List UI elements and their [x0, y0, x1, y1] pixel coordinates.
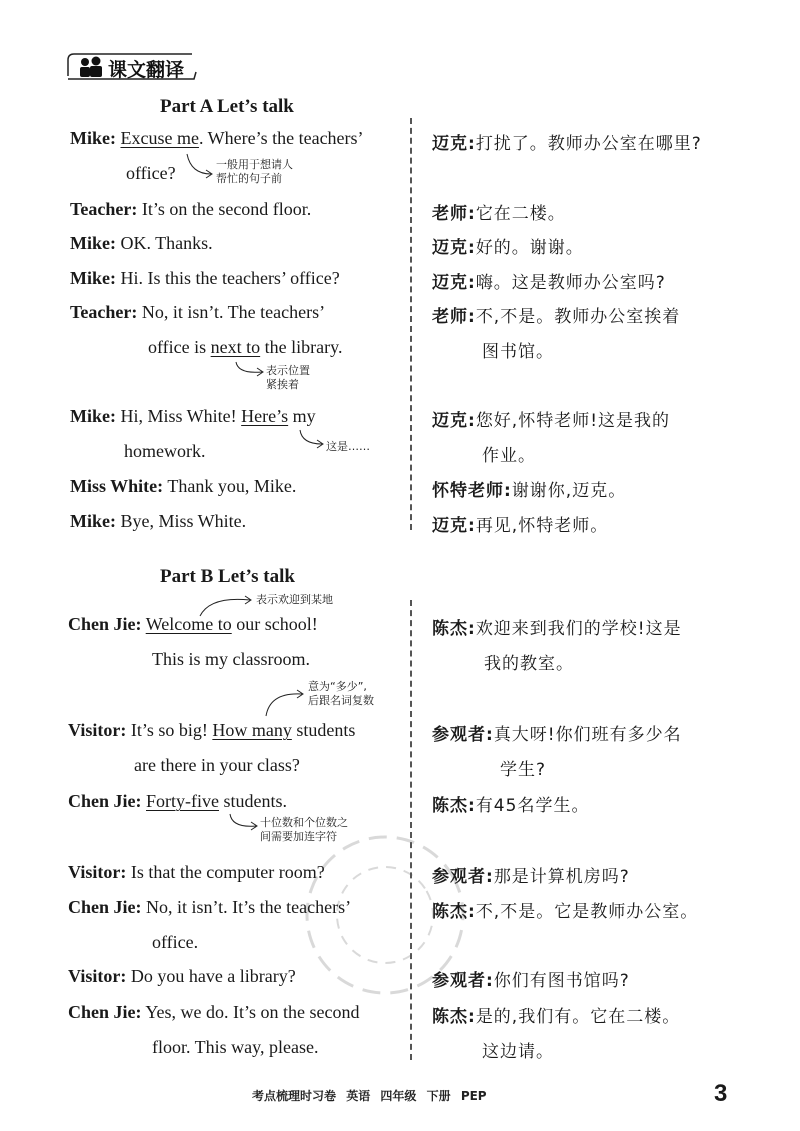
line-text: Yes, we do. It’s on the second	[145, 1002, 360, 1022]
part-a-title: Part A Let’s talk	[160, 96, 294, 117]
speaker: Chen Jie:	[68, 791, 142, 811]
speaker: 陈杰:	[432, 902, 476, 922]
footer-grade: 四年级	[380, 1089, 417, 1103]
speaker: 迈克:	[432, 516, 476, 536]
part-b-zh-3	[432, 720, 682, 745]
speaker: 参观者:	[432, 971, 494, 991]
speaker: 陈杰:	[432, 1007, 476, 1027]
part-a-zh-7	[432, 406, 670, 431]
key-phrase: Here’s	[241, 406, 289, 426]
line-text: Do you have a library?	[130, 966, 296, 986]
part-a-line-11	[70, 511, 246, 532]
line-text: . Where’s the teachers’	[198, 128, 364, 148]
line-text: 有45名学生。	[475, 796, 590, 816]
line-text: 您好,怀特老师!这是我的	[475, 411, 671, 431]
part-a-line-8	[70, 406, 316, 427]
line-text: my	[288, 406, 316, 426]
speaker: 怀特老师:	[432, 481, 512, 501]
part-b-zh-8	[432, 966, 630, 991]
part-b-zh-10: 这边请。	[482, 1042, 554, 1062]
speaker: 老师:	[432, 307, 476, 327]
part-b-zh-5	[432, 791, 589, 816]
part-a-zh-5	[432, 302, 680, 327]
line-text: office is	[148, 337, 211, 357]
speaker: 迈克:	[432, 411, 476, 431]
note-welcome-to: 表示欢迎到某地	[256, 593, 333, 606]
part-a-zh-3	[432, 233, 584, 258]
part-b-line-8: office.	[152, 932, 199, 952]
part-b-line-4: are there in your class?	[134, 755, 300, 775]
part-a-line-4	[70, 233, 213, 254]
key-phrase: Excuse me	[120, 128, 199, 148]
speaker: Chen Jie:	[68, 614, 142, 634]
key-phrase: Forty-five	[146, 791, 219, 811]
note-line: 表示位置	[266, 364, 310, 377]
speaker: 迈克:	[432, 273, 476, 293]
speaker: Chen Jie:	[68, 897, 142, 917]
line-text: 打扰了。教师办公室在哪里?	[475, 134, 702, 154]
speaker: Teacher:	[70, 199, 138, 219]
part-a-line-10	[70, 476, 296, 497]
part-b-zh-9	[432, 1002, 680, 1027]
note-line: 间需要加连字符	[260, 830, 337, 843]
speaker: Miss White:	[70, 476, 164, 496]
speaker: 迈克:	[432, 134, 476, 154]
part-b-line-11: floor. This way, please.	[152, 1037, 319, 1057]
part-a-zh-2	[432, 199, 566, 224]
part-b-line-2: This is my classroom.	[152, 649, 310, 669]
line-text: 那是计算机房吗?	[493, 867, 630, 887]
part-a-line-7	[148, 337, 342, 358]
line-text: Thank you, Mike.	[167, 476, 297, 496]
speaker: Mike:	[70, 406, 116, 426]
part-a-line-5	[70, 268, 340, 289]
section-header	[66, 52, 198, 82]
part-b-line-10	[68, 1002, 360, 1023]
line-text: students.	[218, 791, 287, 811]
part-b-zh-2: 我的教室。	[484, 654, 574, 674]
key-phrase: How many	[212, 720, 292, 740]
page-number: 3	[714, 1080, 728, 1107]
speaker: Mike:	[70, 128, 116, 148]
line-text: 好的。谢谢。	[475, 238, 584, 258]
speaker: 老师:	[432, 204, 476, 224]
footer	[252, 1087, 487, 1104]
speaker: 陈杰:	[432, 619, 476, 639]
speaker: 陈杰:	[432, 796, 476, 816]
footer-edition: PEP	[460, 1089, 487, 1103]
line-text: It’s on the second floor.	[141, 199, 312, 219]
speaker: Visitor:	[68, 966, 127, 986]
note-how-many	[308, 680, 374, 708]
part-a-line-1	[70, 128, 364, 149]
line-text: our school!	[231, 614, 318, 634]
note-heres: 这是……	[326, 440, 370, 453]
part-b-zh-4: 学生?	[500, 760, 547, 780]
part-a-zh-10	[432, 511, 608, 536]
part-a-zh-9	[432, 476, 626, 501]
line-text: the library.	[260, 337, 343, 357]
line-text: 欢迎来到我们的学校!这是	[475, 619, 682, 639]
arrow-icon	[296, 428, 326, 450]
note-line: 一般用于想请人	[216, 158, 293, 171]
part-b-zh-1	[432, 614, 682, 639]
part-b-line-5	[68, 791, 287, 812]
speaker: 参观者:	[432, 725, 494, 745]
speaker: Chen Jie:	[68, 1002, 142, 1022]
speaker: 参观者:	[432, 867, 494, 887]
line-text: It’s so big!	[130, 720, 213, 740]
part-a-zh-1	[432, 129, 702, 154]
part-a-zh-6: 图书馆。	[482, 342, 554, 362]
line-text: 它在二楼。	[475, 204, 566, 224]
arrow-icon	[232, 360, 266, 382]
line-text: 谢谢你,迈克。	[511, 481, 627, 501]
arrow-icon	[185, 152, 215, 182]
note-line: 紧挨着	[266, 378, 299, 391]
part-b-line-3	[68, 720, 355, 741]
part-a-zh-4	[432, 268, 666, 293]
part-a-line-2: office?	[126, 163, 176, 183]
line-text: OK. Thanks.	[120, 233, 213, 253]
footer-subject: 英语	[346, 1089, 371, 1103]
part-a-line-6	[70, 302, 325, 323]
key-phrase: next to	[210, 337, 261, 357]
line-text: No, it isn’t. It’s the teachers’	[146, 897, 352, 917]
speaker: Visitor:	[68, 862, 127, 882]
line-text: Hi. Is this the teachers’ office?	[120, 268, 340, 288]
line-text: Hi, Miss White!	[120, 406, 242, 426]
part-a-line-9: homework.	[124, 441, 206, 461]
part-b-title: Part B Let’s talk	[160, 566, 295, 587]
line-text: students	[291, 720, 356, 740]
part-a-zh-8: 作业。	[482, 446, 536, 466]
speaker: Mike:	[70, 233, 116, 253]
note-line: 意为“多少”,	[308, 680, 367, 693]
footer-volume: 下册	[426, 1089, 451, 1103]
line-text: No, it isn’t. The teachers’	[141, 302, 326, 322]
part-a-line-3	[70, 199, 311, 220]
note-line: 后跟名词复数	[308, 694, 374, 707]
arrow-icon	[262, 684, 308, 718]
line-text: 再见,怀特老师。	[475, 516, 609, 536]
line-text: 真大呀!你们班有多少名	[493, 725, 682, 745]
line-text: 是的,我们有。它在二楼。	[475, 1007, 681, 1027]
part-b-line-1	[68, 614, 318, 635]
note-excuse-me	[216, 158, 293, 186]
column-divider-a	[410, 118, 412, 530]
note-line: 帮忙的句子前	[216, 172, 282, 185]
key-phrase: Welcome to	[145, 614, 232, 634]
people-icon	[76, 56, 106, 78]
speaker: Teacher:	[70, 302, 138, 322]
section-title: 课文翻译	[108, 59, 185, 81]
speaker: 迈克:	[432, 238, 476, 258]
footer-book: 考点梳理时习卷	[252, 1089, 337, 1103]
arrow-icon	[226, 812, 260, 836]
note-next-to	[266, 364, 310, 392]
speaker: Mike:	[70, 511, 116, 531]
note-line: 十位数和个位数之	[260, 816, 348, 829]
line-text: Is that the computer room?	[130, 862, 325, 882]
line-text: Bye, Miss White.	[120, 511, 247, 531]
part-b-line-9	[68, 966, 296, 987]
speaker: Visitor:	[68, 720, 127, 740]
line-text: 你们有图书馆吗?	[493, 971, 630, 991]
line-text: 不,不是。教师办公室挨着	[475, 307, 681, 327]
speaker: Mike:	[70, 268, 116, 288]
line-text: 嗨。这是教师办公室吗?	[475, 273, 666, 293]
note-forty-five	[260, 816, 348, 844]
line-text: 不,不是。它是教师办公室。	[475, 902, 699, 922]
